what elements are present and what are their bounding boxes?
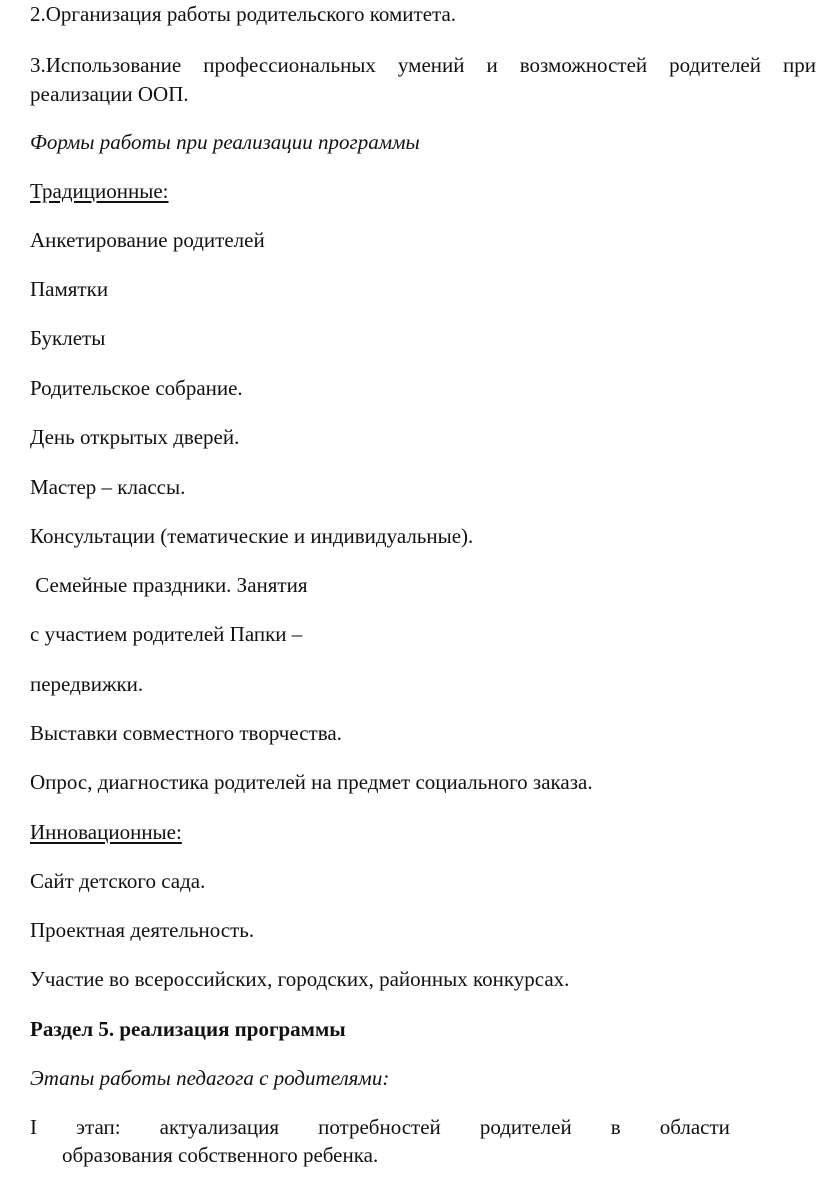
stage-word: актуализация [159,1115,280,1139]
traditional-item: Консультации (тематические и индивидуальные). [30,524,474,548]
list-item-organization: 2.Организация работы родительского комитета. [30,2,457,26]
stages-heading: Этапы работы педагога с родителями: [30,1066,390,1090]
innovative-item: Сайт детского сада. [30,869,206,893]
traditional-item: Анкетирование родителей [30,228,265,252]
traditional-item: Родительское собрание. [30,376,243,400]
traditional-item: Выставки совместного творчества. [30,721,342,745]
innovative-item: Проектная деятельность. [30,918,255,942]
traditional-item: Опрос, диагностика родителей на предмет социального заказа. [30,770,593,794]
traditional-item: Памятки [30,277,109,301]
stage-word: родителей [479,1115,572,1139]
traditional-item: День открытых дверей. [30,425,240,449]
traditional-item: Буклеты [30,326,106,350]
stage-word: этап: [76,1115,121,1139]
traditional-item: передвижки. [30,672,144,696]
stage-word: I [30,1115,37,1139]
list-item-professional-skills-line1: 3.Использование профессиональных умений и возможностей родителей при [30,53,816,77]
section-heading: Раздел 5. реализация программы [30,1017,346,1041]
innovative-heading: Инновационные: [30,820,182,844]
stage-word: потребностей [318,1115,441,1139]
innovative-item: Участие во всероссийских, городских, районных конкурсах. [30,967,570,991]
list-item-professional-skills-line2: реализации ООП. [30,82,189,106]
stage-1-line2: образования собственного ребенка. [62,1143,379,1167]
forms-heading: Формы работы при реализации программы [30,130,420,154]
traditional-item: с участием родителей Папки – [30,622,303,646]
traditional-item: Семейные праздники. Занятия [30,573,308,597]
traditional-item: Мастер – классы. [30,475,186,499]
stage-word: области [659,1115,730,1139]
stage-1-line1 [30,1114,730,1140]
traditional-heading: Традиционные: [30,179,169,203]
stage-word: в [610,1115,621,1139]
